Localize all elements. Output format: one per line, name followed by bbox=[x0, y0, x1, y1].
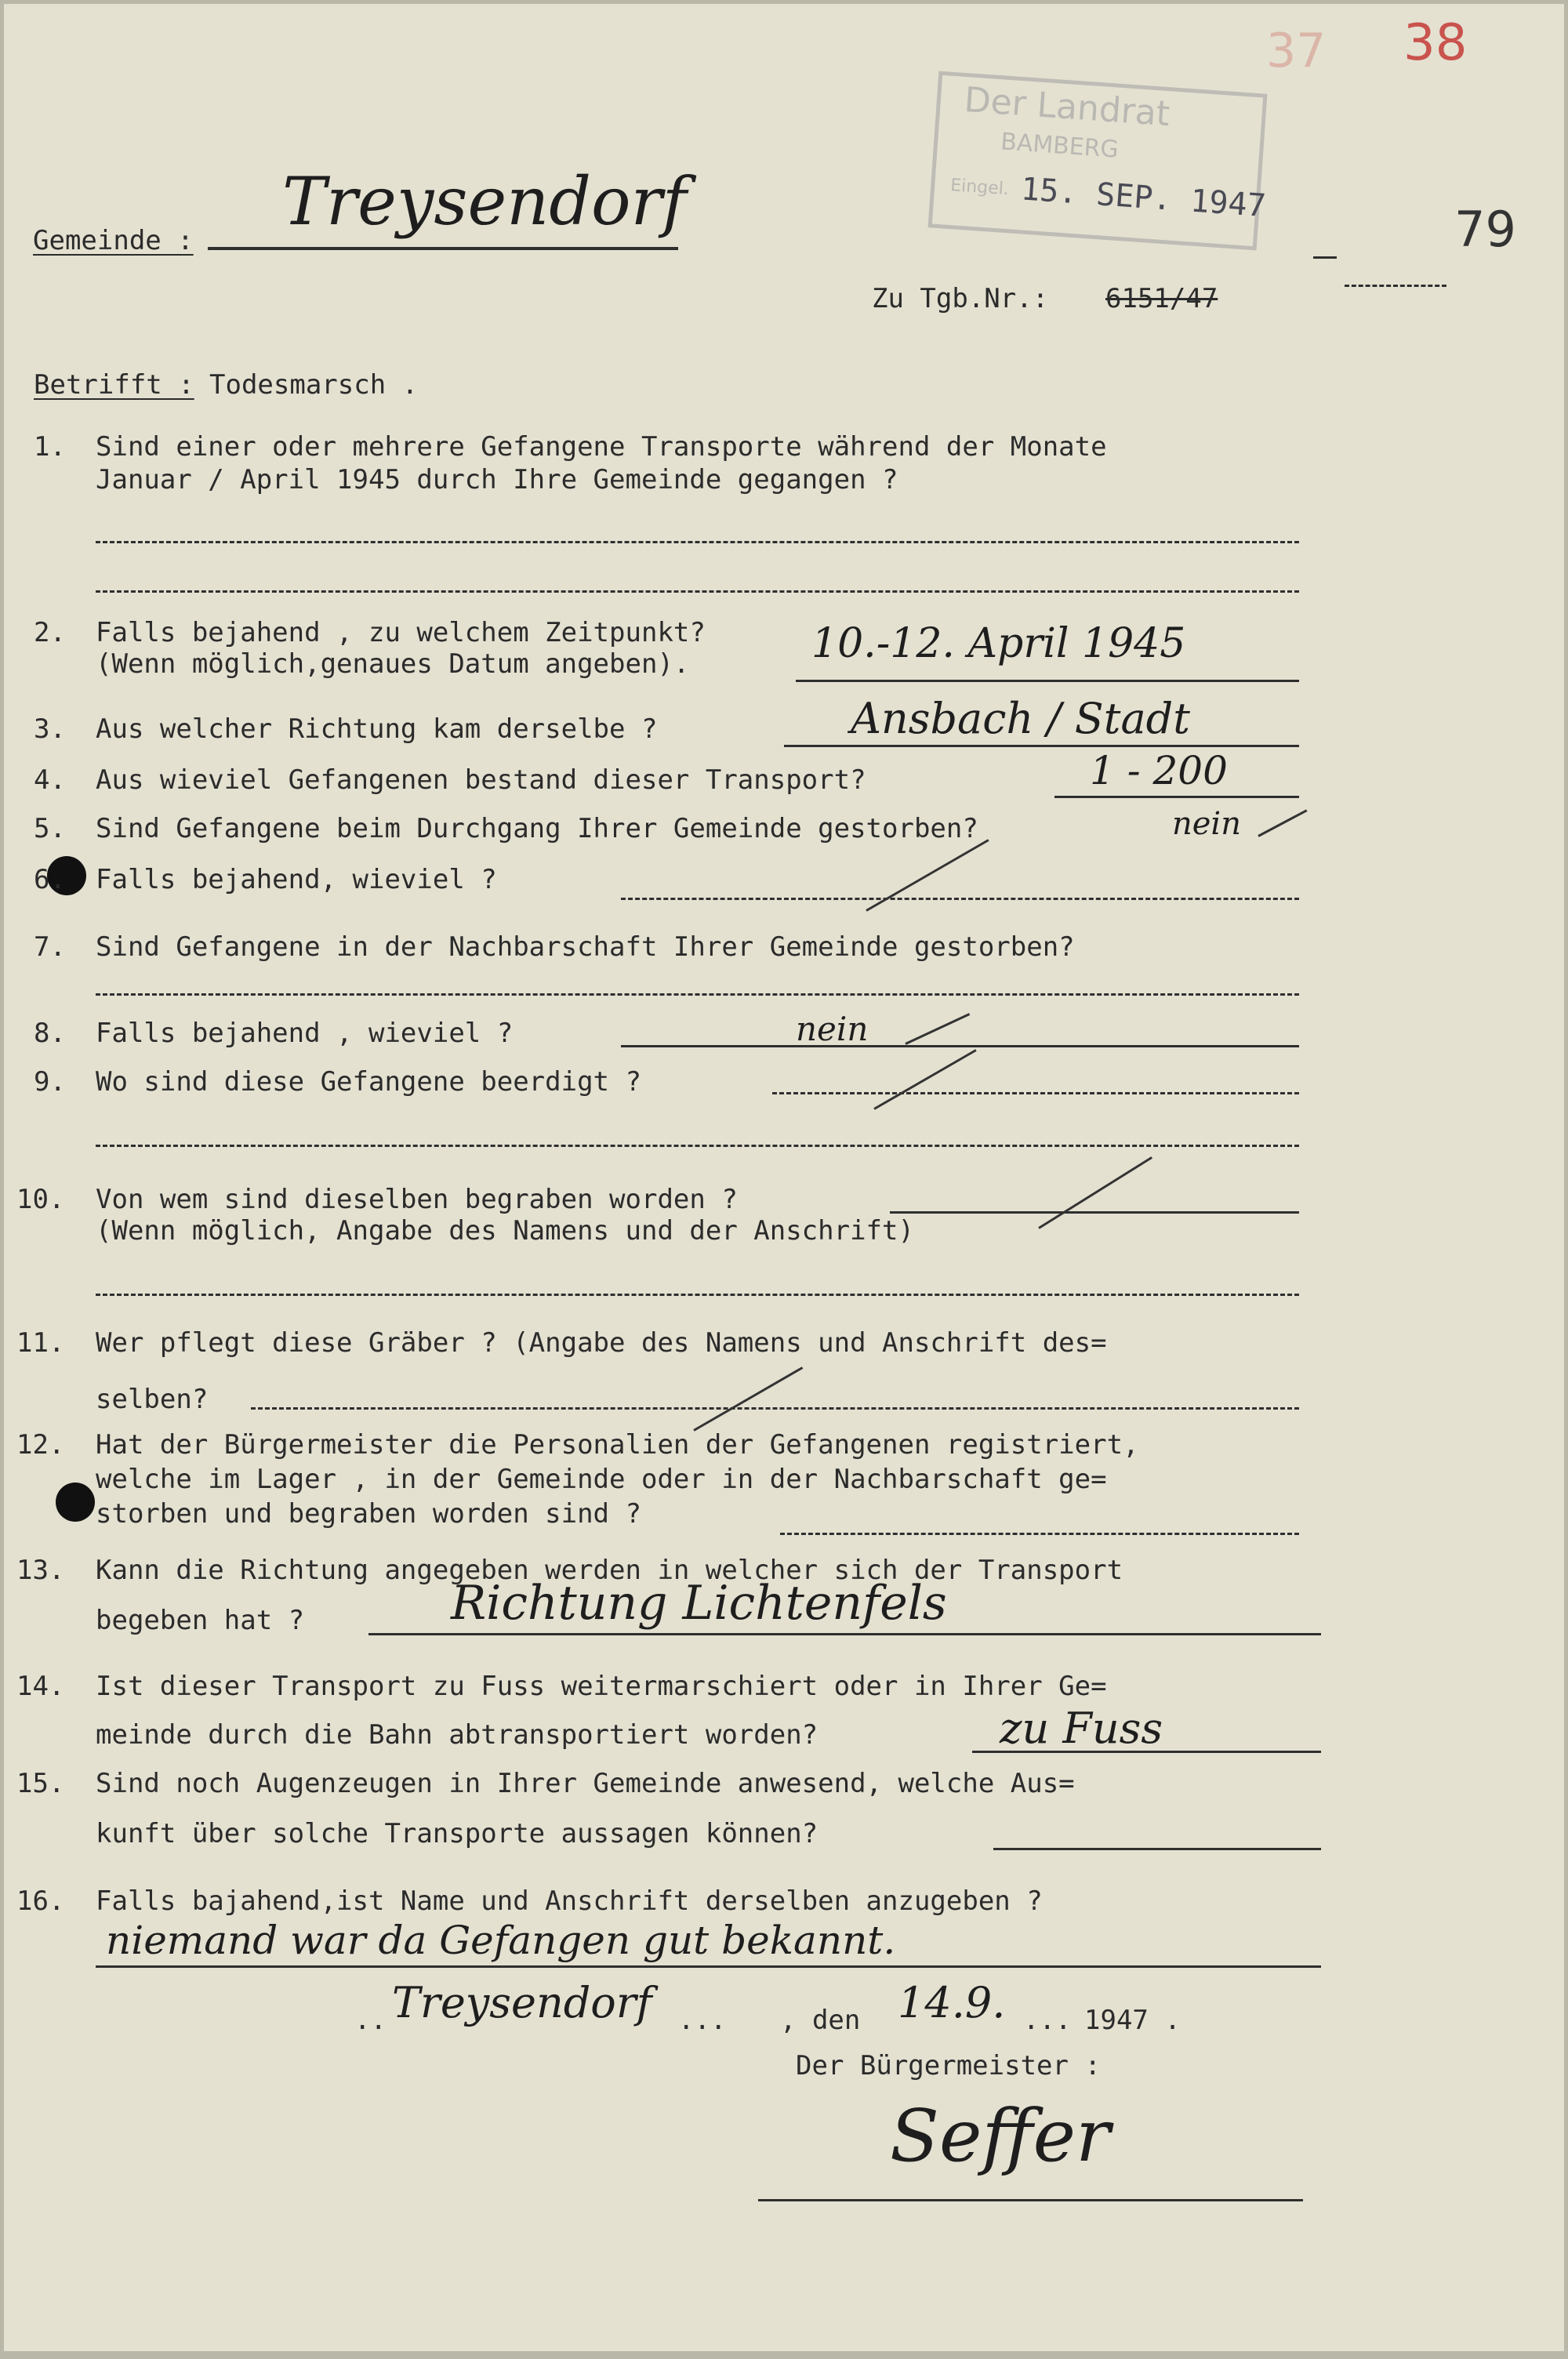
answer-handwritten: Richtung Lichtenfels bbox=[451, 1576, 947, 1631]
stamp-received-label: Eingel. bbox=[949, 176, 1010, 200]
answer-line bbox=[96, 993, 1299, 996]
dash-mark bbox=[1345, 285, 1446, 287]
question-text: Aus wieviel Gefangenen bestand dieser Transport? bbox=[96, 764, 866, 796]
question-text: selben? bbox=[96, 1384, 209, 1415]
punch-hole bbox=[56, 1483, 95, 1522]
tgb-label: Zu Tgb.Nr.: bbox=[872, 283, 1049, 314]
question-number: 8. bbox=[34, 1018, 66, 1049]
answer-line bbox=[780, 1533, 1299, 1535]
answer-line bbox=[972, 1751, 1321, 1753]
answer-line bbox=[1054, 796, 1299, 798]
answer-line bbox=[96, 541, 1299, 543]
answer-line bbox=[96, 1294, 1299, 1296]
question-text: begeben hat ? bbox=[96, 1605, 305, 1636]
check-stroke bbox=[866, 839, 989, 912]
question-number: 2. bbox=[34, 617, 66, 648]
question-text: Sind Gefangene beim Durchgang Ihrer Gemeinde gestorben? bbox=[96, 813, 978, 844]
question-text: Sind Gefangene in der Nachbarschaft Ihrer Gemeinde gestorben? bbox=[96, 931, 1075, 963]
question-number: 14. bbox=[16, 1671, 65, 1702]
question-text: Von wem sind dieselben begraben worden ? bbox=[96, 1184, 738, 1215]
answer-line bbox=[621, 1045, 1299, 1047]
signature-line bbox=[758, 2199, 1303, 2201]
question-number: 4. bbox=[34, 764, 66, 796]
question-text: (Wenn möglich, Angabe des Namens und der Anschrift) bbox=[96, 1215, 914, 1247]
question-text: Sind einer oder mehrere Gefangene Transporte während der Monate bbox=[96, 431, 1107, 463]
received-stamp bbox=[928, 71, 1268, 251]
check-stroke bbox=[873, 1049, 976, 1110]
question-number: 11. bbox=[16, 1327, 65, 1359]
stamp-authority: Der Landrat bbox=[963, 80, 1171, 135]
dash-mark bbox=[1313, 256, 1337, 259]
question-number: 6. bbox=[34, 864, 66, 895]
answer-handwritten: niemand war da Gefangen gut bekannt. bbox=[106, 1918, 896, 1963]
den-label: , den bbox=[780, 2005, 861, 2036]
gemeinde-label: Gemeinde : bbox=[33, 225, 194, 256]
question-number: 12. bbox=[16, 1429, 65, 1461]
question-number: 5. bbox=[34, 813, 66, 844]
signer-title: Der Bürgermeister : bbox=[796, 2050, 1101, 2081]
stamp-date: 15. SEP. 1947 bbox=[1019, 171, 1268, 225]
date-year: 1947 . bbox=[1084, 2005, 1181, 2036]
question-text: kunft über solche Transporte aussagen können? bbox=[96, 1818, 818, 1849]
subject-value: Todesmarsch . bbox=[209, 369, 419, 401]
answer-line bbox=[96, 590, 1299, 593]
answer-handwritten: 10.-12. April 1945 bbox=[811, 620, 1186, 667]
place-dots: ... bbox=[678, 2005, 727, 2036]
question-text: Falls bejahend , zu welchem Zeitpunkt? bbox=[96, 617, 706, 648]
page-number: 79 bbox=[1454, 201, 1516, 258]
check-stroke bbox=[1258, 809, 1307, 837]
answer-line bbox=[96, 1965, 1321, 1968]
question-text: welche im Lager , in der Gemeinde oder in der Nachbarschaft ge= bbox=[96, 1464, 1107, 1495]
question-text: Wo sind diese Gefangene beerdigt ? bbox=[96, 1066, 641, 1098]
stamp-city: BAMBERG bbox=[1000, 128, 1120, 164]
answer-line bbox=[890, 1211, 1299, 1214]
answer-handwritten: Ansbach / Stadt bbox=[851, 694, 1190, 743]
subject-label: Betrifft : bbox=[34, 369, 194, 401]
question-number: 15. bbox=[16, 1768, 65, 1799]
red-page-number: 38 bbox=[1403, 14, 1468, 72]
question-number: 16. bbox=[16, 1885, 65, 1917]
gemeinde-handwritten: Treysendorf bbox=[282, 163, 687, 240]
place-dots: .. bbox=[354, 2005, 387, 2036]
question-text: Sind noch Augenzeugen in Ihrer Gemeinde anwesend, welche Aus= bbox=[96, 1768, 1075, 1799]
answer-line bbox=[251, 1407, 1299, 1410]
question-text: Ist dieser Transport zu Fuss weitermarschiert oder in Ihrer Ge= bbox=[96, 1671, 1107, 1702]
question-number: 7. bbox=[34, 931, 66, 963]
date-handwritten: 14.9. bbox=[898, 1978, 1006, 2027]
answer-line bbox=[368, 1633, 1321, 1635]
answer-handwritten: nein bbox=[796, 1010, 869, 1048]
question-text: Januar / April 1945 durch Ihre Gemeinde gegangen ? bbox=[96, 464, 898, 495]
answer-handwritten: nein bbox=[1172, 806, 1241, 842]
document-page bbox=[4, 4, 1564, 2351]
check-stroke bbox=[905, 1013, 970, 1045]
question-number: 9. bbox=[34, 1066, 66, 1098]
question-number: 1. bbox=[34, 431, 66, 463]
date-dots: ... bbox=[1023, 2005, 1072, 2036]
answer-line bbox=[621, 898, 1299, 900]
question-number: 3. bbox=[34, 713, 66, 745]
answer-handwritten: 1 - 200 bbox=[1090, 748, 1228, 793]
tgb-number: 6151/47 bbox=[1105, 283, 1218, 314]
answer-line bbox=[96, 1145, 1299, 1147]
question-text: Aus welcher Richtung kam derselbe ? bbox=[96, 713, 658, 745]
check-stroke bbox=[1038, 1156, 1152, 1229]
answer-line bbox=[784, 745, 1299, 747]
question-text: storben und begraben worden sind ? bbox=[96, 1498, 641, 1530]
question-text: meinde durch die Bahn abtransportiert worden? bbox=[96, 1719, 818, 1751]
question-number: 13. bbox=[16, 1555, 65, 1586]
question-number: 10. bbox=[16, 1184, 65, 1215]
answer-line bbox=[993, 1848, 1321, 1850]
check-stroke bbox=[693, 1366, 803, 1432]
question-text: Falls bejahend , wieviel ? bbox=[96, 1018, 514, 1049]
question-text: Wer pflegt diese Gräber ? (Angabe des Namens und Anschrift des= bbox=[96, 1327, 1107, 1359]
faded-red-number: 37 bbox=[1266, 24, 1327, 78]
gemeinde-underline bbox=[208, 247, 678, 250]
question-text: Hat der Bürgermeister die Personalien der Gefangenen registriert, bbox=[96, 1429, 1139, 1461]
question-text: Kann die Richtung angegeben werden in welcher sich der Transport bbox=[96, 1555, 1123, 1586]
question-text: Falls bejahend, wieviel ? bbox=[96, 864, 497, 895]
answer-line bbox=[796, 680, 1299, 682]
answer-line bbox=[772, 1092, 1299, 1094]
question-text: (Wenn möglich,genaues Datum angeben). bbox=[96, 648, 690, 680]
answer-handwritten: zu Fuss bbox=[1000, 1704, 1163, 1753]
question-text: Falls bajahend,ist Name und Anschrift derselben anzugeben ? bbox=[96, 1885, 1043, 1917]
signature-handwritten: Seffer bbox=[890, 2094, 1111, 2178]
place-handwritten: Treysendorf bbox=[392, 1978, 652, 2027]
